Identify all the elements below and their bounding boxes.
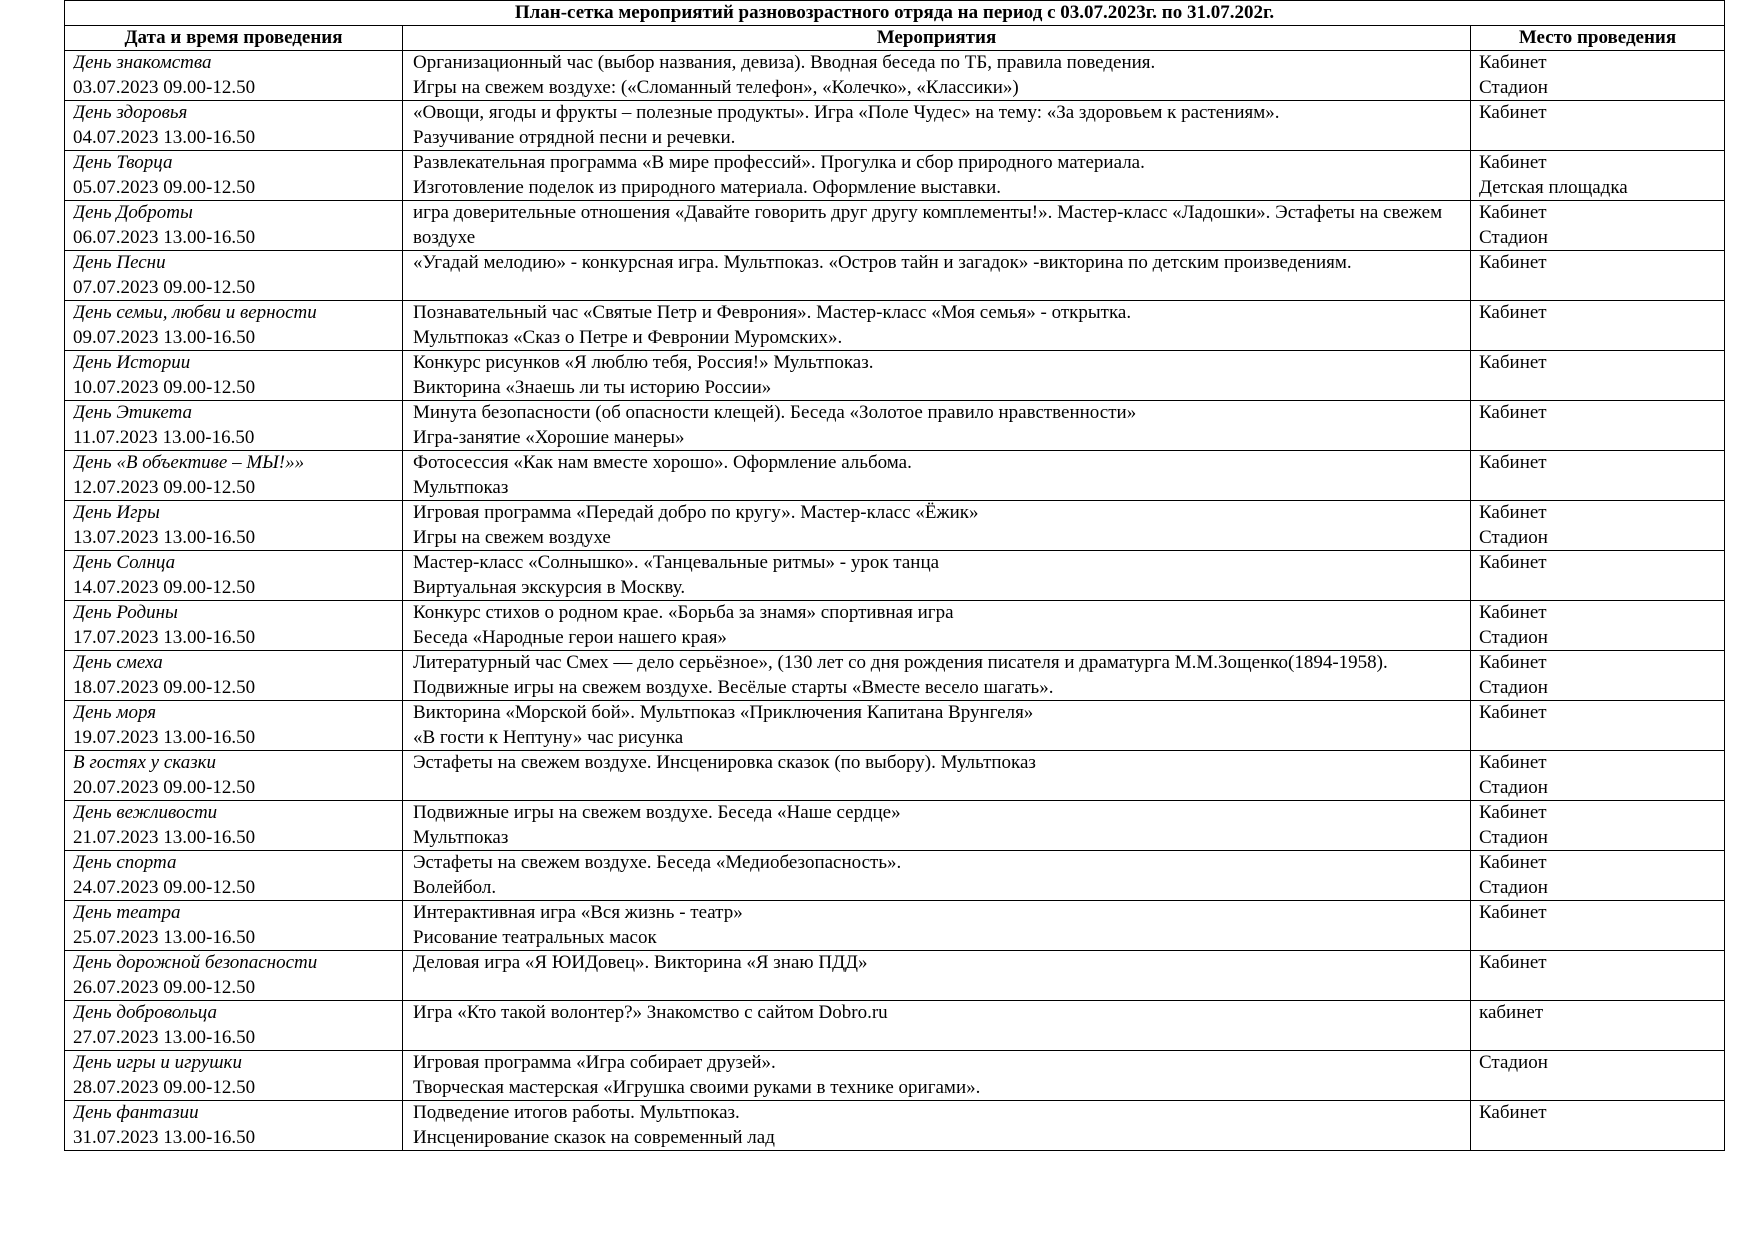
day-datetime: 18.07.2023 09.00-12.50 xyxy=(73,676,256,698)
title-row xyxy=(65,1,1725,26)
place-cell xyxy=(1471,801,1725,851)
place-line: Кабинет xyxy=(1479,652,1547,673)
place-cell xyxy=(1471,651,1725,701)
day-datetime: 25.07.2023 13.00-16.50 xyxy=(73,926,256,948)
place-line: Кабинет xyxy=(1479,252,1547,273)
activity-line: Игры на свежем воздухе: («Сломанный телефон», «Колечко», «Классики») xyxy=(413,76,1019,98)
place-cell xyxy=(1471,851,1725,901)
place-cell xyxy=(1471,101,1725,151)
date-cell xyxy=(65,1101,403,1151)
date-cell xyxy=(65,901,403,951)
activity-line: Разучивание отрядной песни и речевки. xyxy=(413,126,736,148)
place-line: Кабинет xyxy=(1479,502,1547,523)
table-row xyxy=(65,651,1725,701)
table-row xyxy=(65,601,1725,651)
place-cell xyxy=(1471,1001,1725,1051)
activities-cell xyxy=(403,351,1471,401)
date-cell xyxy=(65,1001,403,1051)
day-name: День «В объективе – МЫ!»» xyxy=(73,452,305,473)
place-line: Кабинет xyxy=(1479,702,1547,723)
column-header-place: Место проведения xyxy=(1471,26,1725,51)
place-cell xyxy=(1471,351,1725,401)
activities-cell xyxy=(403,251,1471,301)
activity-line: Подведение итогов работы. Мультпоказ. xyxy=(413,1102,740,1123)
activities-cell xyxy=(403,401,1471,451)
table-row xyxy=(65,501,1725,551)
activity-line: Интерактивная игра «Вся жизнь - театр» xyxy=(413,902,743,923)
place-line: Кабинет xyxy=(1479,852,1547,873)
column-header-activities: Мероприятия xyxy=(403,26,1471,51)
day-name: День моря xyxy=(73,702,157,723)
day-datetime: 04.07.2023 13.00-16.50 xyxy=(73,126,256,148)
table-row xyxy=(65,951,1725,1001)
day-name: День Песни xyxy=(73,252,166,273)
table-row xyxy=(65,151,1725,201)
activity-line: Игры на свежем воздухе xyxy=(413,526,611,548)
activity-line: Игровая программа «Игра собирает друзей». xyxy=(413,1052,776,1073)
place-line: Кабинет xyxy=(1479,602,1547,623)
activity-line: Подвижные игры на свежем воздухе. Беседа «Наше сердце» xyxy=(413,802,901,823)
place-line: Детская площадка xyxy=(1479,176,1628,198)
place-cell xyxy=(1471,701,1725,751)
date-cell xyxy=(65,801,403,851)
place-cell xyxy=(1471,551,1725,601)
activities-cell xyxy=(403,201,1471,251)
activities-cell xyxy=(403,451,1471,501)
activity-line: «В гости к Нептуну» час рисунка xyxy=(413,726,684,748)
place-line: Стадион xyxy=(1479,876,1548,898)
place-line: Стадион xyxy=(1479,1052,1548,1073)
day-datetime: 12.07.2023 09.00-12.50 xyxy=(73,476,256,498)
table-row xyxy=(65,1001,1725,1051)
activity-line: Виртуальная экскурсия в Москву. xyxy=(413,576,686,598)
place-line: Кабинет xyxy=(1479,302,1547,323)
day-name: День Творца xyxy=(73,152,173,173)
place-line: Кабинет xyxy=(1479,152,1547,173)
place-line: Кабинет xyxy=(1479,202,1547,223)
activity-line: Конкурс стихов о родном крае. «Борьба за знамя» спортивная игра xyxy=(413,602,954,623)
day-datetime: 19.07.2023 13.00-16.50 xyxy=(73,726,256,748)
table-row xyxy=(65,901,1725,951)
activities-cell xyxy=(403,901,1471,951)
place-line: Кабинет xyxy=(1479,752,1547,773)
table-row xyxy=(65,401,1725,451)
place-line: Кабинет xyxy=(1479,552,1547,573)
table-row xyxy=(65,301,1725,351)
activities-cell xyxy=(403,1001,1471,1051)
date-cell xyxy=(65,51,403,101)
place-line: Кабинет xyxy=(1479,52,1547,73)
place-line: Кабинет xyxy=(1479,1102,1547,1123)
table-row xyxy=(65,351,1725,401)
schedule-rows xyxy=(65,51,1725,1151)
place-cell xyxy=(1471,451,1725,501)
activity-line: Викторина «Знаешь ли ты историю России» xyxy=(413,376,772,398)
day-datetime: 13.07.2023 13.00-16.50 xyxy=(73,526,256,548)
place-cell xyxy=(1471,401,1725,451)
activity-line: Мультпоказ xyxy=(413,826,509,848)
table-row xyxy=(65,551,1725,601)
date-cell xyxy=(65,101,403,151)
place-line: Стадион xyxy=(1479,76,1548,98)
date-cell xyxy=(65,501,403,551)
date-cell xyxy=(65,301,403,351)
place-line: Кабинет xyxy=(1479,102,1547,123)
activity-line: Развлекательная программа «В мире профессий». Прогулка и сбор природного материала. xyxy=(413,152,1145,173)
table-row xyxy=(65,801,1725,851)
date-cell xyxy=(65,151,403,201)
table-row xyxy=(65,201,1725,251)
activities-cell xyxy=(403,551,1471,601)
day-datetime: 28.07.2023 09.00-12.50 xyxy=(73,1076,256,1098)
place-line: Кабинет xyxy=(1479,802,1547,823)
place-line: Кабинет xyxy=(1479,352,1547,373)
place-cell xyxy=(1471,251,1725,301)
activity-line: Минута безопасности (об опасности клещей). Беседа «Золотое правило нравственности» xyxy=(413,402,1137,423)
activity-line: Творческая мастерская «Игрушка своими руками в технике оригами». xyxy=(413,1076,981,1098)
place-cell xyxy=(1471,301,1725,351)
place-line: кабинет xyxy=(1479,1002,1544,1023)
place-cell xyxy=(1471,51,1725,101)
date-cell xyxy=(65,1051,403,1101)
place-line: Стадион xyxy=(1479,776,1548,798)
day-datetime: 07.07.2023 09.00-12.50 xyxy=(73,276,256,298)
activities-cell xyxy=(403,1101,1471,1151)
place-cell xyxy=(1471,951,1725,1001)
day-name: День здоровья xyxy=(73,102,188,123)
day-name: День добровольца xyxy=(73,1002,217,1023)
activity-line: Познавательный час «Святые Петр и Феврония». Мастер-класс «Моя семья» - открытка. xyxy=(413,302,1132,323)
activity-line: Эстафеты на свежем воздухе. Инсценировка сказок (по выбору). Мультпоказ xyxy=(413,752,1036,773)
table-row xyxy=(65,851,1725,901)
document-title: План-сетка мероприятий разновозрастного отряда на период с 03.07.2023г. по 31.07.202г. xyxy=(65,1,1725,26)
activity-line: игра доверительные отношения «Давайте говорить друг другу комплементы!». Мастер-класс «Ладошки». Эстафеты на свежем воздухе xyxy=(413,202,1443,248)
table-row xyxy=(65,451,1725,501)
activities-cell xyxy=(403,851,1471,901)
day-datetime: 17.07.2023 13.00-16.50 xyxy=(73,626,256,648)
activity-line: Игровая программа «Передай добро по кругу». Мастер-класс «Ёжик» xyxy=(413,502,979,523)
date-cell xyxy=(65,751,403,801)
activity-line: Волейбол. xyxy=(413,876,497,898)
activities-cell xyxy=(403,751,1471,801)
header-row xyxy=(65,26,1725,51)
place-line: Кабинет xyxy=(1479,902,1547,923)
activity-line: Беседа «Народные герои нашего края» xyxy=(413,626,727,648)
place-line: Кабинет xyxy=(1479,452,1547,473)
day-datetime: 26.07.2023 09.00-12.50 xyxy=(73,976,256,998)
activity-line: Фотосессия «Как нам вместе хорошо». Оформление альбома. xyxy=(413,452,912,473)
activities-cell xyxy=(403,101,1471,151)
day-datetime: 10.07.2023 09.00-12.50 xyxy=(73,376,256,398)
table-row xyxy=(65,1051,1725,1101)
activities-cell xyxy=(403,701,1471,751)
place-cell xyxy=(1471,501,1725,551)
day-name: День игры и игрушки xyxy=(73,1052,242,1073)
day-name: День театра xyxy=(73,902,181,923)
activity-line: Организационный час (выбор названия, девиза). Вводная беседа по ТБ, правила поведения. xyxy=(413,52,1156,73)
place-line: Стадион xyxy=(1479,626,1548,648)
activities-cell xyxy=(403,951,1471,1001)
activity-line: «Угадай мелодию» - конкурсная игра. Мультпоказ. «Остров тайн и загадок» -викторина по детским произведениям. xyxy=(413,252,1352,273)
day-name: День дорожной безопасности xyxy=(73,952,318,973)
place-line: Кабинет xyxy=(1479,952,1547,973)
place-line: Стадион xyxy=(1479,826,1548,848)
day-name: День вежливости xyxy=(73,802,218,823)
place-line: Кабинет xyxy=(1479,402,1547,423)
date-cell xyxy=(65,951,403,1001)
date-cell xyxy=(65,401,403,451)
activity-line: Инсценирование сказок на современный лад xyxy=(413,1126,775,1148)
activity-line: Мультпоказ xyxy=(413,476,509,498)
date-cell xyxy=(65,451,403,501)
activity-line: Мультпоказ «Сказ о Петре и Февронии Муромских». xyxy=(413,326,843,348)
date-cell xyxy=(65,251,403,301)
table-row xyxy=(65,751,1725,801)
day-name: День Родины xyxy=(73,602,178,623)
activity-line: Литературный час Смех — дело серьёзное», (130 лет со дня рождения писателя и драматурга М.М.Зощенко(1894-1958). Подвижные игры на свежем воздухе. Весёлые старты «Вместе весело шагать». xyxy=(413,652,1388,698)
place-line: Стадион xyxy=(1479,526,1548,548)
table-row xyxy=(65,701,1725,751)
date-cell xyxy=(65,201,403,251)
activity-line: Эстафеты на свежем воздухе. Беседа «Медиобезопасность». xyxy=(413,852,902,873)
day-name: День спорта xyxy=(73,852,177,873)
place-cell xyxy=(1471,1051,1725,1101)
date-cell xyxy=(65,701,403,751)
day-name: В гостях у сказки xyxy=(73,752,217,773)
table-row xyxy=(65,1101,1725,1151)
day-name: День Истории xyxy=(73,352,191,373)
date-cell xyxy=(65,651,403,701)
day-datetime: 09.07.2023 13.00-16.50 xyxy=(73,326,256,348)
place-line: Стадион xyxy=(1479,676,1548,698)
activities-cell xyxy=(403,51,1471,101)
activities-cell xyxy=(403,601,1471,651)
place-cell xyxy=(1471,201,1725,251)
day-datetime: 31.07.2023 13.00-16.50 xyxy=(73,1126,256,1148)
day-datetime: 20.07.2023 09.00-12.50 xyxy=(73,776,256,798)
activity-line: Игра-занятие «Хорошие манеры» xyxy=(413,426,685,448)
day-datetime: 11.07.2023 13.00-16.50 xyxy=(73,426,255,448)
place-cell xyxy=(1471,151,1725,201)
activities-cell xyxy=(403,151,1471,201)
activities-cell xyxy=(403,651,1471,701)
day-datetime: 05.07.2023 09.00-12.50 xyxy=(73,176,256,198)
day-datetime: 06.07.2023 13.00-16.50 xyxy=(73,226,256,248)
column-header-date: Дата и время проведения xyxy=(65,26,403,51)
date-cell xyxy=(65,351,403,401)
place-cell xyxy=(1471,901,1725,951)
table-row xyxy=(65,251,1725,301)
day-name: День семьи, любви и верности xyxy=(73,302,317,323)
activities-cell xyxy=(403,801,1471,851)
activity-line: Игра «Кто такой волонтер?» Знакомство с сайтом Dobro.ru xyxy=(413,1002,888,1023)
day-name: День фантазии xyxy=(73,1102,199,1123)
day-datetime: 27.07.2023 13.00-16.50 xyxy=(73,1026,256,1048)
place-cell xyxy=(1471,751,1725,801)
activities-cell xyxy=(403,1051,1471,1101)
date-cell xyxy=(65,851,403,901)
table-row xyxy=(65,101,1725,151)
day-name: День Солнца xyxy=(73,552,176,573)
activities-cell xyxy=(403,501,1471,551)
table-row xyxy=(65,51,1725,101)
day-datetime: 03.07.2023 09.00-12.50 xyxy=(73,76,256,98)
day-name: День смеха xyxy=(73,652,163,673)
day-datetime: 21.07.2023 13.00-16.50 xyxy=(73,826,256,848)
activity-line: Викторина «Морской бой». Мультпоказ «Приключения Капитана Врунгеля» xyxy=(413,702,1034,723)
activity-line: Изготовление поделок из природного материала. Оформление выставки. xyxy=(413,176,1002,198)
activity-line: Конкурс рисунков «Я люблю тебя, Россия!» Мультпоказ. xyxy=(413,352,874,373)
activity-line: Рисование театральных масок xyxy=(413,926,657,948)
activities-cell xyxy=(403,301,1471,351)
place-line: Стадион xyxy=(1479,226,1548,248)
date-cell xyxy=(65,551,403,601)
schedule-table xyxy=(64,0,1725,1151)
day-name: День Этикета xyxy=(73,402,193,423)
activity-line: Мастер-класс «Солнышко». «Танцевальные ритмы» - урок танца xyxy=(413,552,940,573)
day-name: День знакомства xyxy=(73,52,212,73)
place-cell xyxy=(1471,601,1725,651)
date-cell xyxy=(65,601,403,651)
activity-line: Деловая игра «Я ЮИДовец». Викторина «Я знаю ПДД» xyxy=(413,952,868,973)
place-cell xyxy=(1471,1101,1725,1151)
day-name: День Доброты xyxy=(73,202,193,223)
day-datetime: 24.07.2023 09.00-12.50 xyxy=(73,876,256,898)
activity-line: «Овощи, ягоды и фрукты – полезные продукты». Игра «Поле Чудес» на тему: «За здоровьем к растениям». xyxy=(413,102,1280,123)
day-datetime: 14.07.2023 09.00-12.50 xyxy=(73,576,256,598)
day-name: День Игры xyxy=(73,502,160,523)
